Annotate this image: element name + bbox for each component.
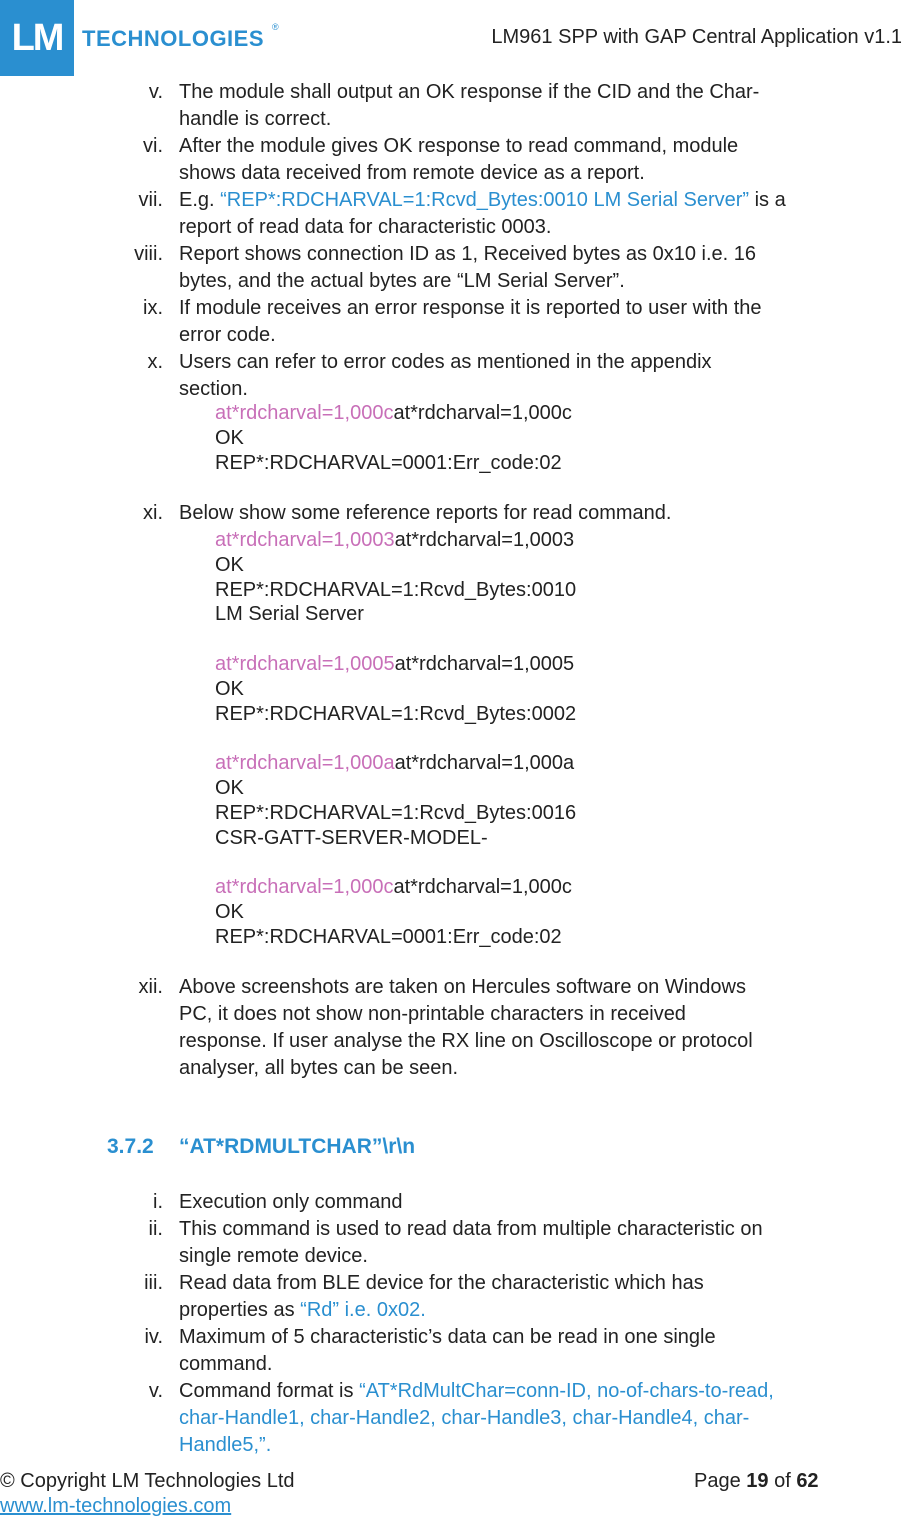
header-title: LM961 SPP with GAP Central Application v1.1 bbox=[491, 26, 902, 48]
page-label: Page bbox=[694, 1470, 747, 1492]
list-item-text bbox=[179, 1189, 402, 1216]
section-number: 3.7.2 bbox=[107, 1135, 154, 1158]
code-echo-text: at*rdcharval=1,000a bbox=[215, 752, 395, 775]
list-item-text bbox=[179, 1270, 704, 1297]
list-item-number: xi. bbox=[143, 502, 163, 524]
highlighted-text: “REP*:RDCHARVAL=1:Rcvd_Bytes:0010 LM Serial Server” bbox=[220, 189, 750, 211]
text-segment: response. If user analyse the RX line on Oscilloscope or protocol bbox=[179, 1030, 753, 1052]
text-segment: Execution only command bbox=[179, 1191, 403, 1213]
list-item-number: iii. bbox=[144, 1272, 163, 1294]
code-line bbox=[215, 400, 572, 427]
code-echo-text: at*rdcharval=1,0003 bbox=[215, 529, 395, 551]
list-item-number: i. bbox=[153, 1191, 163, 1213]
code-line bbox=[215, 899, 244, 926]
text-segment: single remote device. bbox=[179, 1245, 368, 1267]
list-item-text bbox=[179, 214, 551, 241]
list-item-number: xii. bbox=[138, 976, 163, 998]
footer-copyright: © Copyright LM Technologies Ltd bbox=[0, 1470, 295, 1492]
code-line bbox=[215, 450, 562, 477]
highlighted-text: “Rd” i.e. 0x02. bbox=[300, 1299, 426, 1321]
highlighted-text: “AT*RdMultChar=conn-ID, no-of-chars-to-read, bbox=[359, 1380, 774, 1402]
text-segment: section. bbox=[179, 378, 248, 400]
code-line bbox=[215, 676, 244, 703]
code-line bbox=[215, 825, 488, 852]
text-segment: OK bbox=[215, 553, 244, 576]
text-segment: REP*:RDCHARVAL=0001:Err_code:02 bbox=[215, 925, 562, 948]
list-item-text bbox=[179, 349, 712, 376]
list-item-text bbox=[179, 160, 645, 187]
list-item-number: x. bbox=[147, 351, 163, 373]
text-segment: at*rdcharval=1,000c bbox=[393, 876, 572, 899]
page-current: 19 bbox=[746, 1470, 769, 1492]
list-item-text bbox=[179, 1001, 686, 1028]
text-segment: Command format is bbox=[179, 1380, 360, 1402]
text-segment: REP*:RDCHARVAL=0001:Err_code:02 bbox=[215, 452, 562, 474]
list-item-number: vi. bbox=[143, 135, 163, 157]
list-item-number: iv. bbox=[144, 1326, 163, 1348]
text-segment: command. bbox=[179, 1353, 273, 1375]
text-segment: analyser, all bytes can be seen. bbox=[179, 1057, 459, 1079]
text-segment: handle is correct. bbox=[179, 108, 332, 130]
text-segment: LM Serial Server bbox=[215, 603, 364, 626]
logo-mark: LM bbox=[0, 0, 74, 76]
list-item-text bbox=[179, 1216, 763, 1243]
list-item-text bbox=[179, 79, 759, 106]
text-segment: shows data received from remote device as a report. bbox=[179, 162, 645, 184]
code-line bbox=[215, 552, 244, 579]
text-segment: error code. bbox=[179, 324, 276, 346]
code-line bbox=[215, 874, 572, 901]
list-item-text bbox=[179, 241, 756, 268]
text-segment: This command is used to read data from multiple characteristic on bbox=[179, 1218, 763, 1240]
list-item-text bbox=[179, 133, 738, 160]
code-line bbox=[215, 924, 562, 951]
list-item-text bbox=[179, 1028, 753, 1055]
logo-text: TECHNOLOGIES bbox=[82, 26, 265, 51]
text-segment: at*rdcharval=1,000c bbox=[393, 402, 572, 424]
text-segment: bytes, and the actual bytes are “LM Serial Server”. bbox=[179, 270, 625, 292]
text-segment: Read data from BLE device for the characteristic which has bbox=[179, 1272, 704, 1294]
logo-registered-mark: ® bbox=[272, 22, 279, 32]
code-line bbox=[215, 651, 574, 678]
list-item-number: viii. bbox=[134, 243, 163, 265]
list-item-text bbox=[179, 1351, 272, 1378]
page-of-label: of bbox=[768, 1470, 797, 1492]
text-segment: Report shows connection ID as 1, Received bytes as 0x10 i.e. 16 bbox=[179, 243, 756, 265]
list-item-text bbox=[179, 268, 625, 295]
highlighted-text: Handle5,”. bbox=[179, 1434, 272, 1456]
code-echo-text: at*rdcharval=1,000c bbox=[215, 402, 394, 424]
page-total: 62 bbox=[796, 1470, 819, 1492]
list-item-text bbox=[179, 322, 276, 349]
list-item-number: ii. bbox=[148, 1218, 163, 1240]
list-item-text bbox=[179, 974, 746, 1001]
list-item-text bbox=[179, 295, 762, 322]
list-item-text bbox=[179, 1243, 368, 1270]
text-segment: The module shall output an OK response if the CID and the Char- bbox=[179, 81, 760, 103]
list-item-text bbox=[179, 1378, 774, 1405]
highlighted-text: char-Handle1, char-Handle2, char-Handle3, char-Handle4, char- bbox=[179, 1407, 750, 1429]
text-segment: CSR-GATT-SERVER-MODEL- bbox=[215, 826, 488, 849]
list-item-text bbox=[179, 1405, 749, 1432]
code-line bbox=[215, 577, 576, 604]
list-item-text bbox=[179, 187, 786, 214]
list-item-text bbox=[179, 1324, 716, 1351]
list-item-text bbox=[179, 1297, 426, 1324]
text-segment: After the module gives OK response to read command, module bbox=[179, 135, 739, 157]
text-segment: at*rdcharval=1,0003 bbox=[394, 529, 575, 551]
code-echo-text: at*rdcharval=1,000c bbox=[215, 876, 394, 899]
code-line bbox=[215, 750, 574, 777]
text-segment: Below show some reference reports for read command. bbox=[179, 502, 672, 524]
text-segment: OK bbox=[215, 777, 244, 799]
code-line bbox=[215, 425, 244, 452]
footer-website-link[interactable]: www.lm-technologies.com bbox=[0, 1495, 232, 1517]
list-item-text bbox=[179, 1432, 271, 1459]
text-segment: at*rdcharval=1,0005 bbox=[394, 653, 575, 675]
text-segment: Maximum of 5 characteristic’s data can be read in one single bbox=[179, 1326, 716, 1348]
text-segment: REP*:RDCHARVAL=1:Rcvd_Bytes:0010 bbox=[215, 578, 577, 601]
text-segment: OK bbox=[215, 427, 244, 449]
list-item-text bbox=[179, 376, 248, 403]
text-segment: is a bbox=[749, 189, 786, 211]
text-segment: Above screenshots are taken on Hercules software on Windows bbox=[179, 976, 746, 998]
code-echo-text: at*rdcharval=1,0005 bbox=[215, 653, 395, 675]
list-item-number: ix. bbox=[143, 297, 163, 319]
text-segment: OK bbox=[215, 901, 244, 923]
code-line bbox=[215, 601, 364, 628]
text-segment: OK bbox=[215, 677, 244, 700]
text-segment: If module receives an error response it is reported to user with the bbox=[179, 297, 762, 319]
footer-page-number bbox=[694, 1470, 819, 1493]
text-segment: PC, it does not show non-printable characters in received bbox=[179, 1003, 686, 1025]
text-segment: REP*:RDCHARVAL=1:Rcvd_Bytes:0016 bbox=[215, 801, 577, 824]
code-line bbox=[215, 800, 576, 827]
list-item-text bbox=[179, 500, 671, 527]
text-segment: properties as bbox=[179, 1299, 301, 1321]
list-item-number: v. bbox=[148, 81, 163, 103]
text-segment: Users can refer to error codes as mentioned in the appendix bbox=[179, 351, 712, 373]
section-title: “AT*RDMULTCHAR”\r\n bbox=[179, 1135, 416, 1158]
code-line bbox=[215, 527, 574, 554]
text-segment: at*rdcharval=1,000a bbox=[394, 752, 575, 775]
list-item-number: vii. bbox=[138, 189, 163, 211]
code-line bbox=[215, 701, 576, 728]
list-item-text bbox=[179, 106, 331, 133]
list-item-text bbox=[179, 1055, 458, 1082]
list-item-number: v. bbox=[148, 1380, 163, 1402]
section-heading bbox=[107, 1135, 415, 1159]
code-line bbox=[215, 775, 244, 802]
text-segment: report of read data for characteristic 0003. bbox=[179, 216, 552, 238]
text-segment: REP*:RDCHARVAL=1:Rcvd_Bytes:0002 bbox=[215, 702, 577, 725]
text-segment: E.g. bbox=[179, 189, 221, 211]
